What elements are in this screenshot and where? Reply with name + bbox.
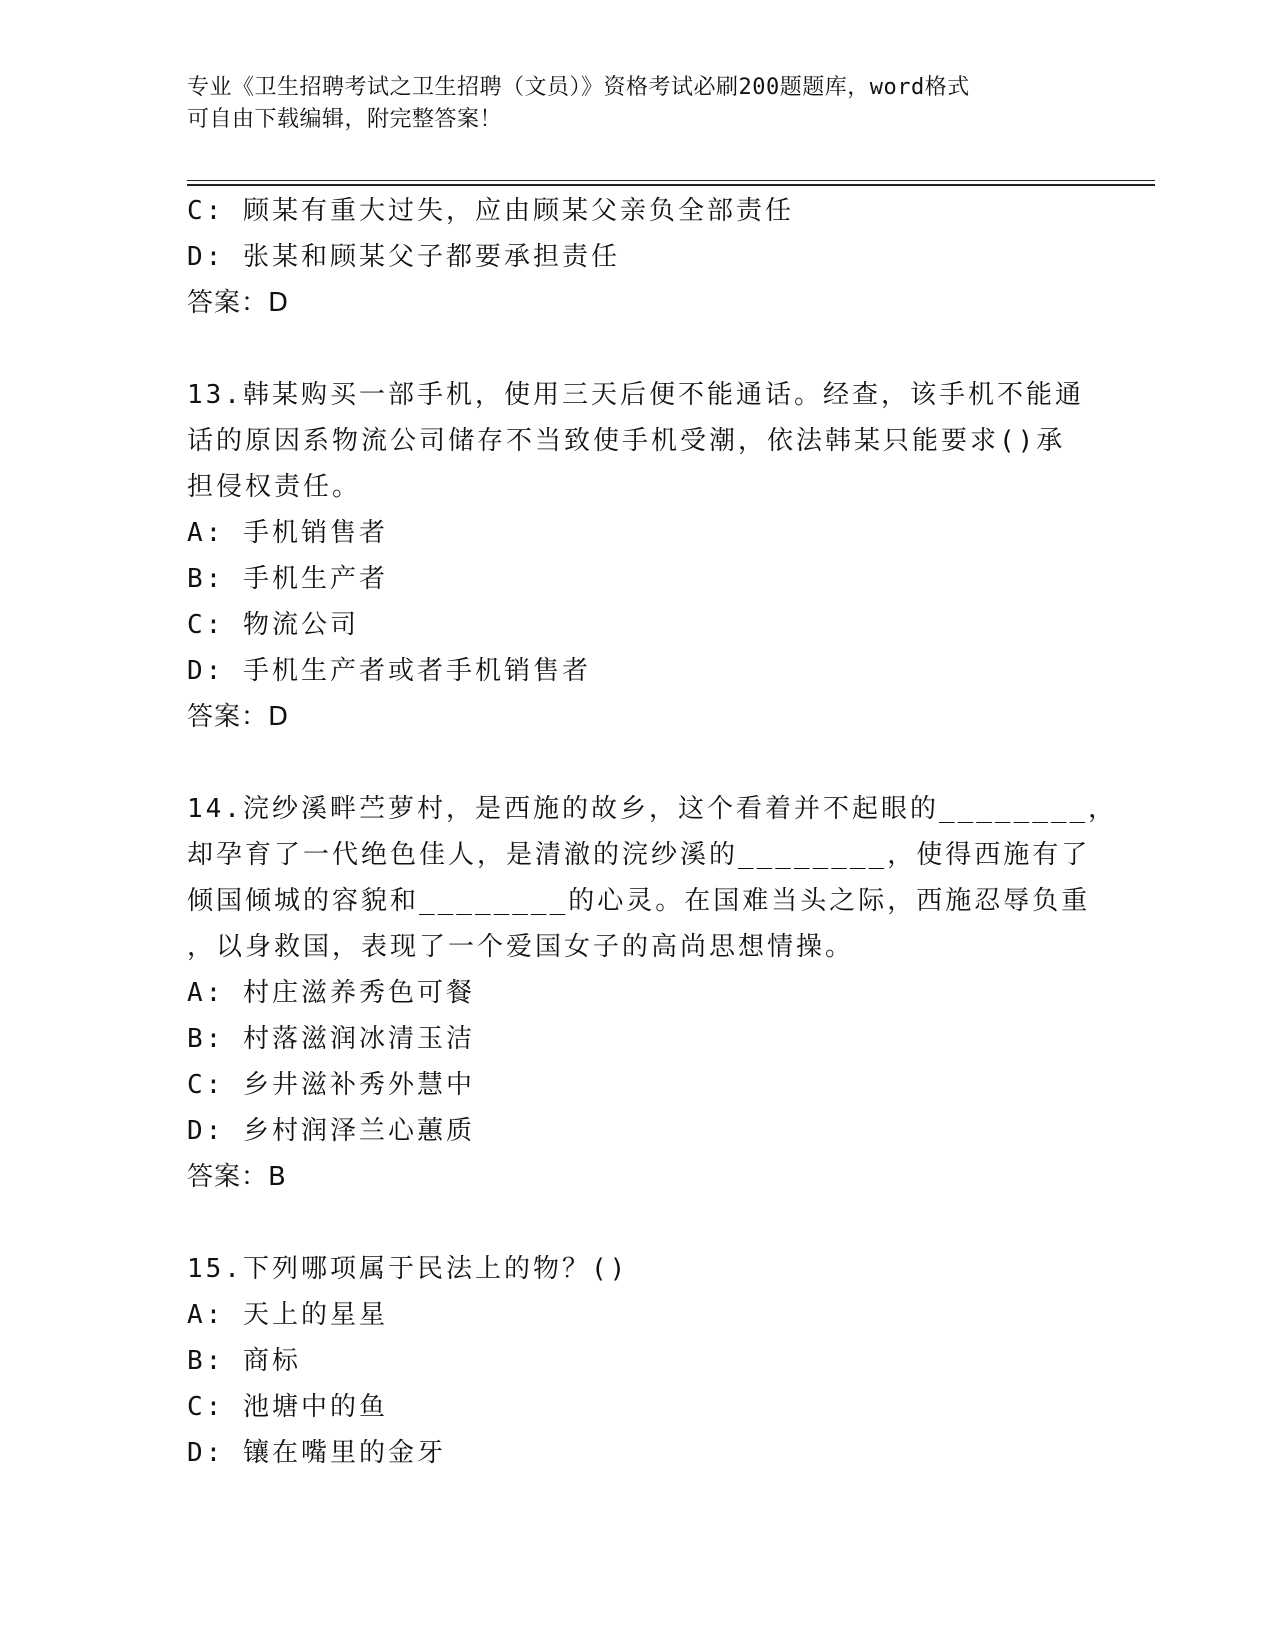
question-15: [187, 1246, 1087, 1476]
option-a: A: 天上的星星: [187, 1300, 388, 1330]
stem-line: 13.韩某购买一部手机，使用三天后便不能通话。经查，该手机不能通: [187, 380, 1084, 410]
question-14: [187, 786, 1118, 1200]
header-divider-thin: [187, 180, 1155, 181]
stem-line: 却孕育了一代绝色佳人，是清澈的浣纱溪的________，使得西施有了: [187, 840, 1091, 870]
spacer: [187, 1200, 1087, 1246]
stem-line: 话的原因系物流公司储存不当致使手机受潮，依法韩某只能要求()承: [187, 426, 1066, 456]
option-c: C: 乡井滋补秀外慧中: [187, 1070, 475, 1100]
answer-label: 答案：B: [187, 1162, 287, 1192]
option-c: C: 池塘中的鱼: [187, 1392, 388, 1422]
stem-line: 15.下列哪项属于民法上的物？(): [187, 1254, 629, 1284]
option-b: B: 商标: [187, 1346, 301, 1376]
question-stem: [187, 372, 1087, 510]
option-b: B: 手机生产者: [187, 564, 388, 594]
spacer: [187, 740, 1087, 786]
question-13: [187, 372, 1087, 740]
answer-label: 答案：D: [187, 288, 290, 318]
stem-line: 倾国倾城的容貌和________的心灵。在国难当头之际，西施忍辱负重: [187, 886, 1091, 916]
question-content: [187, 188, 1118, 1476]
option-a: A: 手机销售者: [187, 518, 388, 548]
option-d: D: 镶在嘴里的金牙: [187, 1438, 446, 1468]
option-b: B: 村落滋润冰清玉洁: [187, 1024, 475, 1054]
stem-line: 担侵权责任。: [187, 472, 362, 502]
header-title-line-2: 可自由下载编辑，附完整答案！: [187, 107, 503, 132]
document-header: [187, 72, 1087, 136]
option-a: A: 村庄滋养秀色可餐: [187, 978, 475, 1008]
option-c: C: 物流公司: [187, 610, 359, 640]
question-stem: [187, 786, 1118, 970]
answer-label: 答案：D: [187, 702, 290, 732]
question-stem: [187, 1246, 1087, 1292]
option-d: D: 手机生产者或者手机销售者: [187, 656, 591, 686]
option-d: D: 张某和顾某父子都要承担责任: [187, 242, 620, 272]
stem-line: 14.浣纱溪畔苎萝村，是西施的故乡，这个看着并不起眼的________，: [187, 794, 1118, 824]
header-title-line-1: 专业《卫生招聘考试之卫生招聘（文员）》资格考试必刷200题题库，word格式: [187, 75, 970, 100]
option-d: D: 乡村润泽兰心蕙质: [187, 1116, 475, 1146]
question-12-continued: [187, 188, 1087, 326]
stem-line: ，以身救国，表现了一个爱国女子的高尚思想情操。: [187, 932, 855, 962]
option-c: C: 顾某有重大过失，应由顾某父亲负全部责任: [187, 196, 794, 226]
spacer: [187, 326, 1087, 372]
header-divider-thick: [187, 184, 1155, 186]
